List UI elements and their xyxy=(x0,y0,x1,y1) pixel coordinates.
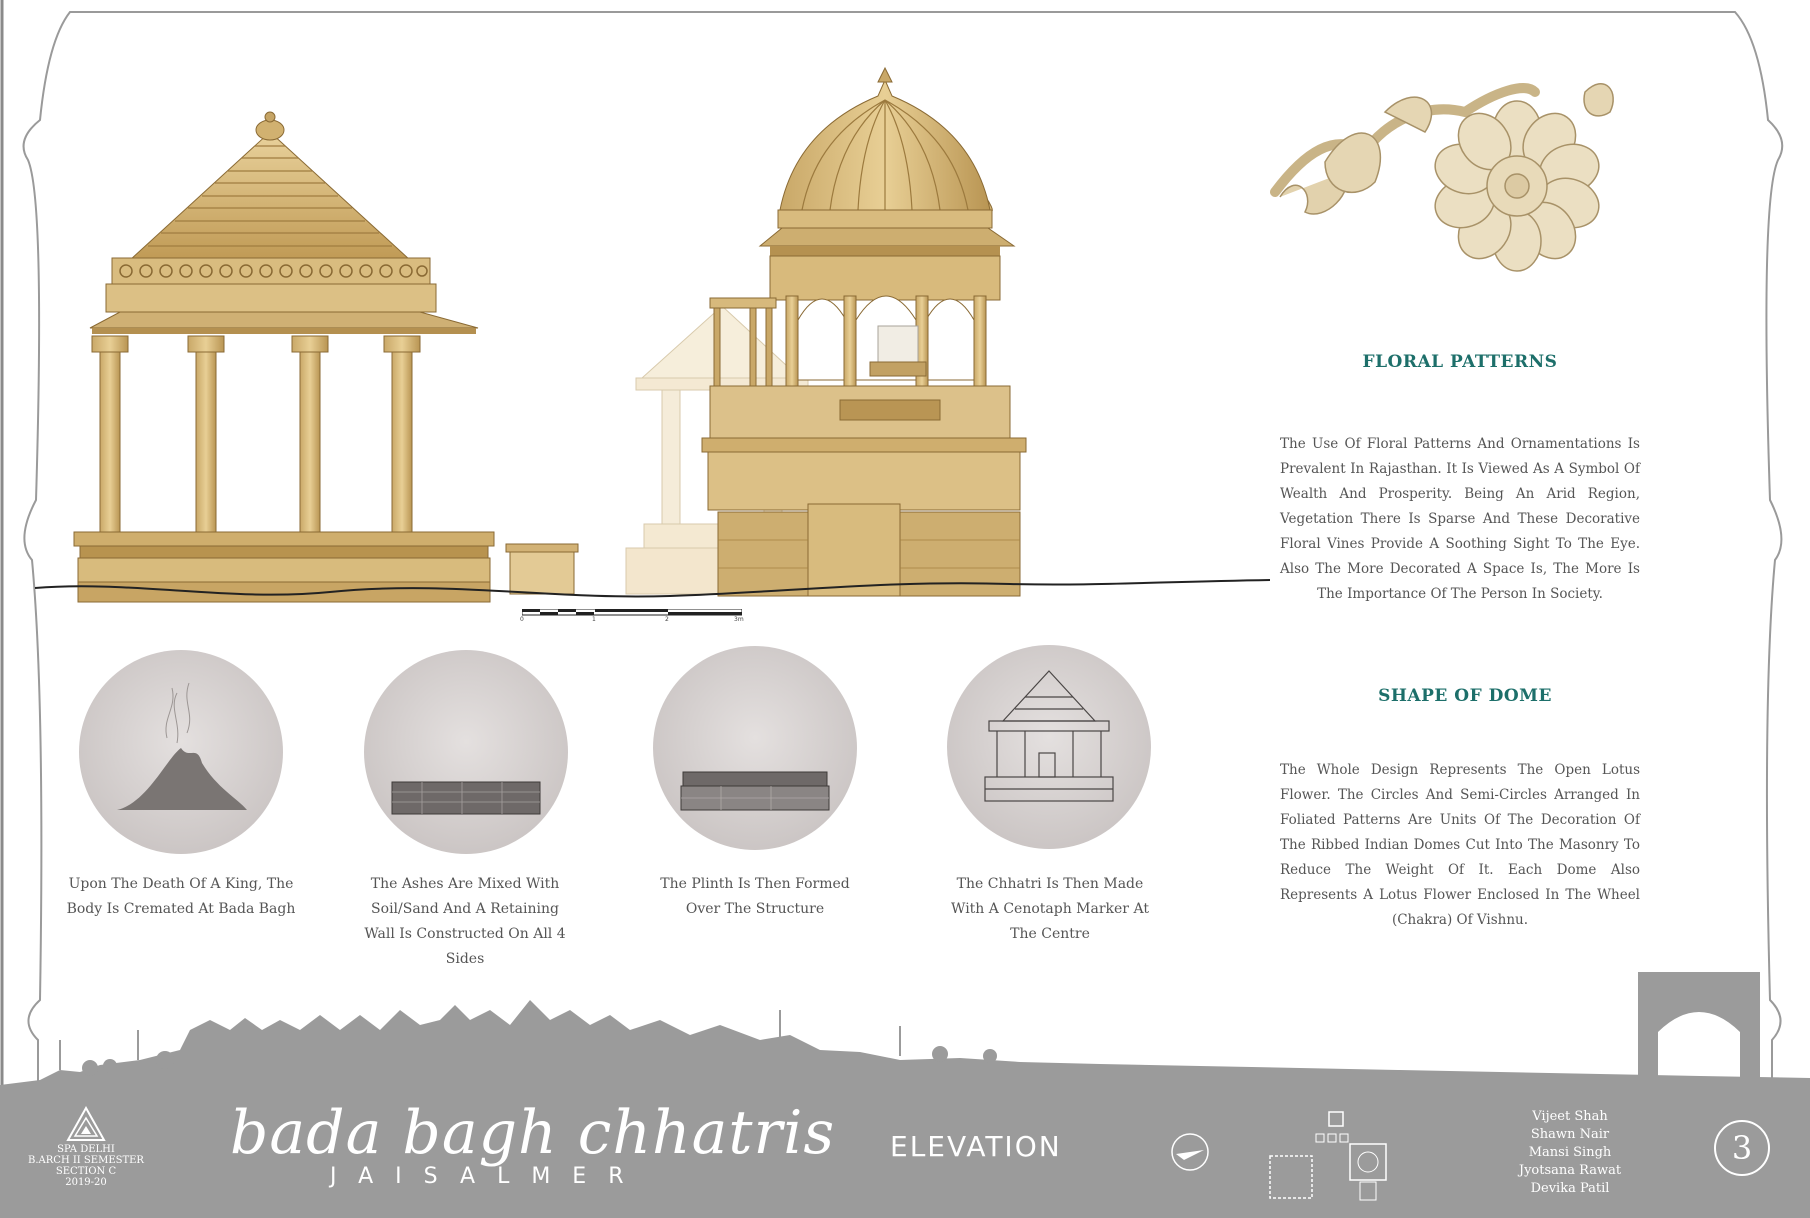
step-caption: Upon The Death Of A King, The Body Is Cremated At Bada Bagh xyxy=(66,876,296,917)
chhatri-elevation-drawing xyxy=(30,60,1280,620)
scale-label: 3m xyxy=(734,616,744,623)
gate-silhouette xyxy=(1638,972,1760,1092)
shape-of-dome-text: The Whole Design Represents The Open Lotus Flower. The Circles And Semi-Circles Arranged In Foliated Patterns Are Units Of The Decoration Of The Ribbed Indian Domes Cut Into The Masonry To Reduce The Weight Of It. Each Dome Also Represents A Lotus Flower Enclosed In The Wheel (Chakra) Of Vishnu. xyxy=(1280,762,1640,928)
sheet-number-badge xyxy=(1714,1120,1770,1176)
floral-patterns-heading: FLORAL PATTERNS xyxy=(1362,352,1558,372)
institution-line: B.ARCH II SEMESTER xyxy=(28,1155,144,1166)
key-plan-icon xyxy=(1266,1110,1396,1210)
author-name: Shawn Nair xyxy=(1530,1127,1610,1142)
domed-chhatri xyxy=(702,68,1026,596)
sheet-number: 3 xyxy=(1731,1129,1753,1167)
step-caption: The Plinth Is Then Formed Over The Structure xyxy=(660,876,850,917)
author-name: Vijeet Shah xyxy=(1532,1109,1608,1124)
scale-label: 0 xyxy=(520,616,524,623)
step-caption: The Chhatri Is Then Made With A Cenotaph Marker At The Centre xyxy=(951,876,1149,942)
author-name: Jyotsana Rawat xyxy=(1518,1163,1622,1178)
scale-label: 2 xyxy=(665,616,669,623)
institution-block xyxy=(26,1144,146,1188)
step-sketch-retaining-wall xyxy=(362,648,570,856)
pyramidal-chhatri xyxy=(74,112,494,602)
institution-logo-icon xyxy=(66,1106,106,1142)
scale-bar xyxy=(522,606,742,628)
drawing-title: bada bagh chhatris xyxy=(230,1098,836,1168)
scale-bar-graphic xyxy=(522,609,742,621)
title-block xyxy=(0,1090,1810,1218)
step-sketch-plinth xyxy=(651,644,859,852)
north-arrow-icon xyxy=(1170,1132,1210,1172)
step-sketch-cremation xyxy=(77,648,285,856)
institution-line: SECTION C xyxy=(55,1166,117,1177)
step-caption: The Ashes Are Mixed With Soil/Sand And A Retaining Wall Is Constructed On All 4 Sides xyxy=(364,876,566,967)
drawing-type-label: ELEVATION xyxy=(890,1130,1062,1163)
step-sketch-chhatri xyxy=(945,643,1153,851)
authors-list xyxy=(1500,1108,1640,1198)
floral-ornament-illustration xyxy=(1265,72,1645,292)
scale-label: 1 xyxy=(592,616,596,623)
author-name: Devika Patil xyxy=(1530,1181,1610,1196)
shape-of-dome-heading: SHAPE OF DOME xyxy=(1378,686,1552,706)
floral-patterns-text: The Use Of Floral Patterns And Ornamentations Is Prevalent In Rajasthan. It Is Viewed As A Symbol Of Wealth And Prosperity. Being An Arid Region, Vegetation There Is Sparse And These Decorative Floral Vines Provide A Soothing Sight To The Eye. Also The More Decorated A Space Is, The More Is The Importance Of The Person In Society. xyxy=(1280,436,1640,602)
drawing-subtitle: JAISALMER xyxy=(330,1164,646,1189)
institution-line: 2019-20 xyxy=(65,1177,107,1188)
author-name: Mansi Singh xyxy=(1528,1145,1612,1160)
institution-line: SPA DELHI xyxy=(57,1144,115,1155)
skyline-silhouette xyxy=(0,990,1810,1100)
